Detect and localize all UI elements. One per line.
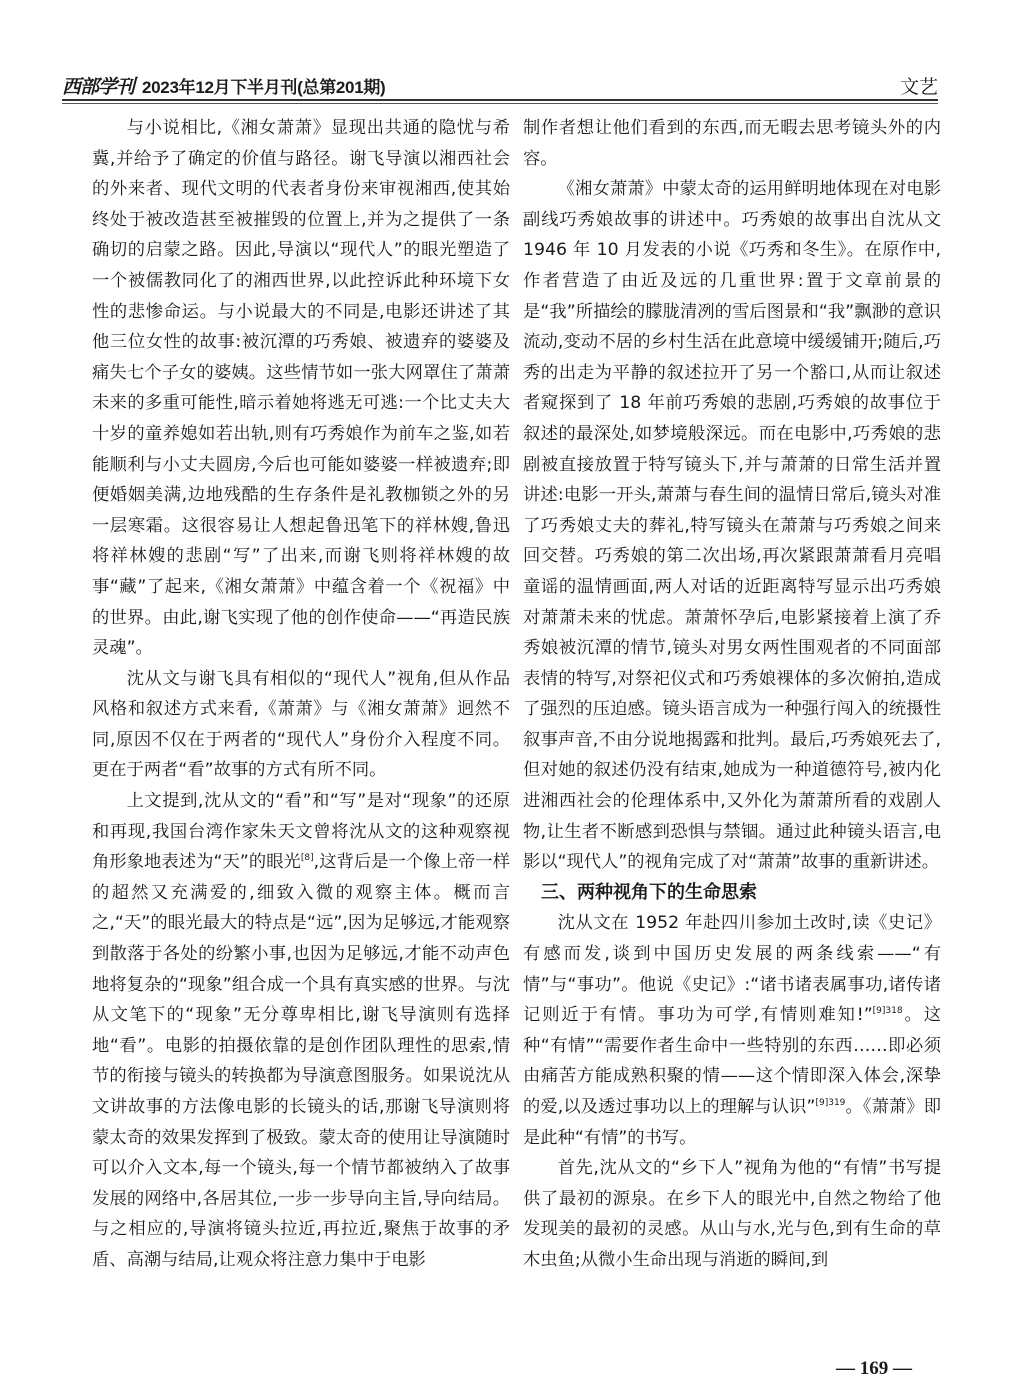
citation: [8] [300,853,314,864]
running-header [62,70,938,98]
paragraph-continued: 制作者想让他们看到的东西,而无暇去思考镜头外的内容。 [523,118,941,169]
page-number: — 169 — [836,1358,912,1379]
citation: [9]318 [872,1006,903,1017]
right-column [523,113,941,1276]
header-rule [62,99,938,101]
text: 上文提到,沈从文的“看”和“写”是对“现象”的还原和再现,我国台湾作家朱天文曾将沈从文的这种观察视角形象地表述为“天”的眼光 [92,791,510,873]
citation: [9]319 [815,1098,846,1108]
section-heading: 三、两种视角下的生命思索 [541,881,757,903]
header-rule-thin [62,103,938,104]
paragraph: 与小说相比,《湘女萧萧》显现出共通的隐忧与希冀,并给予了确定的价值与路径。谢飞导演以湘西社会的外来者、现代文明的代表者身份来审视湘西,使其始终处于被改造甚至被摧毁的位置上,并为之提供了一条确切的启蒙之路。因此,导演以“现代人”的眼光塑造了一个被儒教同化了的湘西世界,以此控诉此种环境下女性的悲惨命运。与小说最大的不同是,电影还讲述了其他三位女性的故事:被沉潭的巧秀娘、被遗弃的婆婆及痛失七个子女的婆姨。这些情节如一张大网罩住了萧萧未来的多重可能性,暗示着她将逃无可逃:一个比丈夫大十岁的童养媳如若出轨,则有巧秀娘作为前车之鉴,如若能顺利与小丈夫圆房,今后也可能如婆婆一样被遗弃;即便婚姻美满,边地残酷的生存条件是礼教枷锁之外的另一层寒霜。这很容易让人想起鲁迅笔下的祥林嫂,鲁迅将祥林嫂的悲剧“写”了出来,而谢飞则将祥林嫂的故事“藏”了起来,《湘女萧萧》中蕴含着一个《祝福》中的世界。由此,谢飞实现了他的创作使命——“再造民族灵魂”。 [92,118,510,659]
paragraph: 首先,沈从文的“乡下人”视角为他的“有情”书写提供了最初的源泉。在乡下人的眼光中,自然之物给了他发现美的最初的灵感。从山与水,光与色,到有生命的草木虫鱼;从微小生命出现与消逝的瞬间,到 [523,1158,941,1270]
section-name: 文艺 [899,76,938,98]
paragraph [92,786,510,1276]
journal-logo: 西部学刊 [62,76,135,98]
left-column [92,113,510,1276]
paragraph: 沈从文与谢飞具有相似的“现代人”视角,但从作品风格和叙述方式来看,《萧萧》与《湘女萧萧》迥然不同,原因不仅在于两者的“现代人”身份介入程度不同。更在于两者“看”故事的方式有所不同。 [92,668,510,781]
paragraph [523,908,941,1153]
text: 。《萧萧》即是此种“有情”的书写。 [523,1097,942,1148]
text: ,这背后是一个像上帝一样的超然又充满爱的,细致入微的观察主体。概而言之,“天”的眼光最大的特点是“远”,因为足够远,才能观察到散落于各处的纷繁小事,也因为足够远,才能不动声色地将复杂的“现象”组合成一个具有真实感的世界。与沈从文笔下的“现象”无分尊卑相比,谢飞导演则有选择地“看”。电影的拍摄依靠的是创作团队理性的思索,情节的衔接与镜头的转换都为导演意图服务。如果说沈从文讲故事的方法像电影的长镜头的话,那谢飞导演则将蒙太奇的效果发挥到了极致。蒙太奇的使用让导演随时可以介入文本,每一个镜头,每一个情节都被纳入了故事发展的网络中,各居其位,一步一步导向主旨,导向结局。与之相应的,导演将镜头拉近,再拉近,聚焦于故事的矛盾、高潮与结局,让观众将注意力集中于电影 [92,852,511,1270]
text: 。这种“有情”“需要作者生命中一些特别的东西……即必须由痛苦方能成熟积聚的情——这个情即深入体会,深挚的爱,以及透过事功以上的理解与认识” [523,1005,941,1117]
issue-info: 2023年12月下半月刊(总第201期) [142,78,386,97]
text: 沈从文在 1952 年赴四川参加土改时,读《史记》有感而发,谈到中国历史发展的两条线索——“有情”与“事功”。他说《史记》:“诸书诸表属事功,诸传诸记则近于有情。事功为可学,有情则难知!” [523,913,941,1026]
paragraph: 《湘女萧萧》中蒙太奇的运用鲜明地体现在对电影副线巧秀娘故事的讲述中。巧秀娘的故事出自沈从文 1946 年 10 月发表的小说《巧秀和冬生》。在原作中,作者营造了由近及远的几重世界:置于文章前景的是“我”所描绘的朦胧清冽的雪后图景和“我”飘渺的意识流动,变动不居的乡村生活在此意境中缓缓铺开;随后,巧秀的出走为平静的叙述拉开了另一个豁口,从而让叙述者窥探到了 18 年前巧秀娘的悲剧,巧秀娘的故事位于叙述的最深处,如梦境般深远。而在电影中,巧秀娘的悲剧被直接放置于特写镜头下,并与萧萧的日常生活并置讲述:电影一开头,萧萧与春生间的温情日常后,镜头对准了巧秀娘丈夫的葬礼,特写镜头在萧萧与巧秀娘之间来回交替。巧秀娘的第二次出场,再次紧跟萧萧看月亮唱童谣的温情画面,两人对话的近距离特写显示出巧秀娘对萧萧未来的忧虑。萧萧怀孕后,电影紧接着上演了乔秀娘被沉潭的情节,镜头对男女两性围观者的不同面部表情的特写,对祭祀仪式和巧秀娘裸体的多次俯拍,造成了强烈的压迫感。镜头语言成为一种强行闯入的统摄性叙事声音,不由分说地揭露和批判。最后,巧秀娘死去了,但对她的叙述仍没有结束,她成为一种道德符号,被内化进湘西社会的伦理体系中,又外化为萧萧所看的戏剧人物,让生者不断感到恐惧与禁锢。通过此种镜头语言,电影以“现代人”的视角完成了对“萧萧”故事的重新讲述。 [523,179,941,873]
